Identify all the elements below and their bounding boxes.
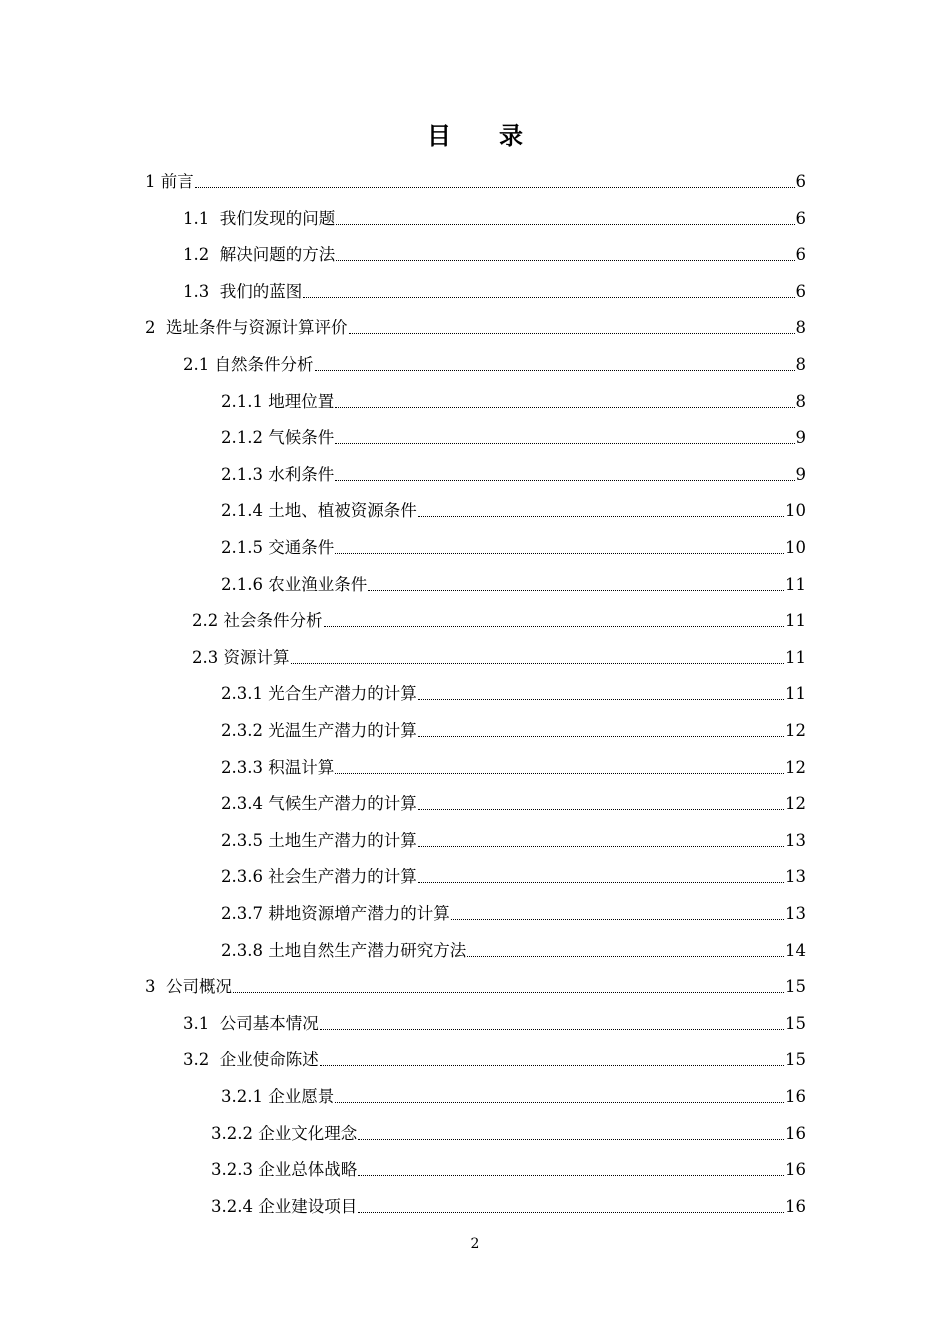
toc-entry[interactable] <box>221 418 806 448</box>
toc-entry-page: 12 <box>785 794 806 814</box>
toc-entry[interactable] <box>145 967 806 997</box>
toc-entry-label: 3.2.2 企业文化理念 <box>211 1123 358 1143</box>
toc-dot-leader <box>320 1029 784 1030</box>
toc-entry-label: 2.1.4 土地、植被资源条件 <box>221 501 417 521</box>
toc-entry-page: 14 <box>785 940 806 960</box>
toc-entry[interactable] <box>145 162 806 192</box>
toc-entry-label: 2.1.2 气候条件 <box>221 428 335 448</box>
toc-entry-page: 9 <box>795 464 806 484</box>
toc-entry[interactable] <box>221 1077 806 1107</box>
toc-entry[interactable] <box>183 235 806 265</box>
toc-entry-label: 2.3.1 光合生产潜力的计算 <box>221 684 417 704</box>
toc-entry-label: 2.3.7 耕地资源增产潜力的计算 <box>221 904 450 923</box>
toc-entry-page: 13 <box>785 830 806 850</box>
toc-dot-leader <box>336 260 794 261</box>
toc-entry[interactable] <box>221 894 806 924</box>
toc-dot-leader <box>335 553 784 554</box>
toc-entry-label: 2.1.3 水利条件 <box>221 464 335 484</box>
toc-entry-page: 16 <box>785 1196 806 1216</box>
toc-entry[interactable] <box>211 1187 806 1217</box>
toc-entry-label: 2.3.2 光温生产潜力的计算 <box>221 721 417 740</box>
toc-entry-page: 11 <box>785 611 806 631</box>
toc-entry[interactable] <box>221 748 806 778</box>
toc-dot-leader <box>195 187 795 188</box>
toc-entry[interactable] <box>221 821 806 851</box>
toc-entry[interactable] <box>183 272 806 302</box>
toc-dot-leader <box>315 370 795 371</box>
toc-entry-label: 2.3.3 积温计算 <box>221 757 335 777</box>
toc-dot-leader <box>291 663 785 664</box>
title-char-2: 录 <box>499 121 523 150</box>
toc-entry-label: 2.3 资源计算 <box>192 647 290 667</box>
toc-entry-page: 6 <box>795 245 806 265</box>
toc-entry[interactable] <box>221 491 806 521</box>
toc-entry-page: 15 <box>785 1013 806 1033</box>
toc-entry-page: 8 <box>795 355 806 374</box>
toc-entry-page: 8 <box>795 391 806 411</box>
toc-entry-page: 16 <box>785 1123 806 1143</box>
toc-dot-leader <box>335 1102 784 1103</box>
toc-entry[interactable] <box>221 382 806 412</box>
toc-entry[interactable] <box>221 455 806 485</box>
toc-entry[interactable] <box>183 345 806 375</box>
toc-entry-page: 13 <box>785 904 806 923</box>
toc-entry-label: 2.1 自然条件分析 <box>183 355 314 374</box>
toc-entry-page: 8 <box>795 318 806 338</box>
toc-entry-label: 1.1 我们发现的问题 <box>183 208 336 228</box>
toc-dot-leader <box>418 699 784 700</box>
toc-entry-page: 11 <box>785 684 806 704</box>
toc-dot-leader <box>335 773 784 774</box>
toc-dot-leader <box>349 333 795 334</box>
toc-entry-page: 13 <box>785 867 806 887</box>
toc-entry-page: 12 <box>785 721 806 740</box>
toc-dot-leader <box>335 480 794 481</box>
toc-entry-page: 10 <box>785 538 806 557</box>
toc-entry-label: 3.1 公司基本情况 <box>183 1013 319 1033</box>
toc-entry-page: 11 <box>785 647 806 667</box>
toc-entry-page: 12 <box>785 757 806 777</box>
toc-entry[interactable] <box>221 857 806 887</box>
toc-entry-label: 1.3 我们的蓝图 <box>183 281 303 301</box>
toc-entry-label: 1.2 解决问题的方法 <box>183 245 336 265</box>
toc-entry-page: 6 <box>795 172 806 191</box>
toc-dot-leader <box>418 809 784 810</box>
toc-entry[interactable] <box>221 528 806 558</box>
toc-entry[interactable] <box>192 601 806 631</box>
toc-entry-page: 6 <box>795 208 806 228</box>
toc-entry-label: 2 选址条件与资源计算评价 <box>145 318 348 338</box>
toc-entry-label: 2.1.6 农业渔业条件 <box>221 574 368 594</box>
toc-entry-label: 2.1.5 交通条件 <box>221 538 335 557</box>
toc-dot-leader <box>418 846 784 847</box>
toc-dot-leader <box>358 1212 784 1213</box>
toc-entry-label: 3.2.3 企业总体战略 <box>211 1160 358 1180</box>
page-number: 2 <box>470 1236 480 1252</box>
toc-entry-label: 1 前言 <box>145 172 194 191</box>
toc-entry-page: 11 <box>785 574 806 594</box>
toc-dot-leader <box>418 736 784 737</box>
toc-entry-page: 10 <box>785 501 806 521</box>
toc-entry[interactable] <box>192 638 806 668</box>
toc-entry-label: 3.2.4 企业建设项目 <box>211 1196 358 1216</box>
page-title <box>0 116 950 151</box>
toc-entry[interactable] <box>221 565 806 595</box>
toc-entry-label: 2.3.4 气候生产潜力的计算 <box>221 794 417 814</box>
toc-entry-page: 9 <box>795 428 806 448</box>
toc-dot-leader <box>418 516 784 517</box>
toc-entry-page: 6 <box>795 281 806 301</box>
toc-entry[interactable] <box>221 784 806 814</box>
toc-dot-leader <box>320 1065 784 1066</box>
toc-entry-page: 16 <box>785 1087 806 1106</box>
toc-entry-label: 2.2 社会条件分析 <box>192 611 323 631</box>
toc-entry[interactable] <box>221 674 806 704</box>
toc-entry-label: 2.3.5 土地生产潜力的计算 <box>221 830 417 850</box>
toc-dot-leader <box>451 919 784 920</box>
toc-dot-leader <box>324 626 785 627</box>
toc-entry[interactable] <box>145 308 806 338</box>
toc-dot-leader <box>467 956 784 957</box>
toc-entry[interactable] <box>221 931 806 961</box>
toc-entry-page: 16 <box>785 1160 806 1180</box>
toc-entry-page: 15 <box>785 1050 806 1070</box>
toc-entry[interactable] <box>183 1040 806 1070</box>
toc-entry[interactable] <box>183 199 806 229</box>
toc-entry[interactable] <box>211 1150 806 1180</box>
title-char-1: 目 <box>427 121 451 150</box>
toc-entry-label: 3.2 企业使命陈述 <box>183 1050 319 1070</box>
toc-dot-leader <box>368 590 784 591</box>
toc-dot-leader <box>358 1175 784 1176</box>
toc-entry[interactable] <box>211 1114 806 1144</box>
toc-entry-label: 3 公司概况 <box>145 977 232 997</box>
toc-dot-leader <box>335 407 794 408</box>
toc-dot-leader <box>336 224 794 225</box>
toc-dot-leader <box>233 992 784 993</box>
toc-dot-leader <box>418 882 784 883</box>
toc-entry[interactable] <box>183 1004 806 1034</box>
toc-entry-label: 2.3.8 土地自然生产潜力研究方法 <box>221 940 467 960</box>
toc-dot-leader <box>303 297 794 298</box>
toc-dot-leader <box>358 1139 784 1140</box>
toc-dot-leader <box>335 443 794 444</box>
toc-entry[interactable] <box>221 711 806 741</box>
toc-entry-label: 2.3.6 社会生产潜力的计算 <box>221 867 417 887</box>
toc-entry-label: 3.2.1 企业愿景 <box>221 1087 335 1106</box>
toc-entry-page: 15 <box>785 977 806 997</box>
toc-entry-label: 2.1.1 地理位置 <box>221 391 335 411</box>
